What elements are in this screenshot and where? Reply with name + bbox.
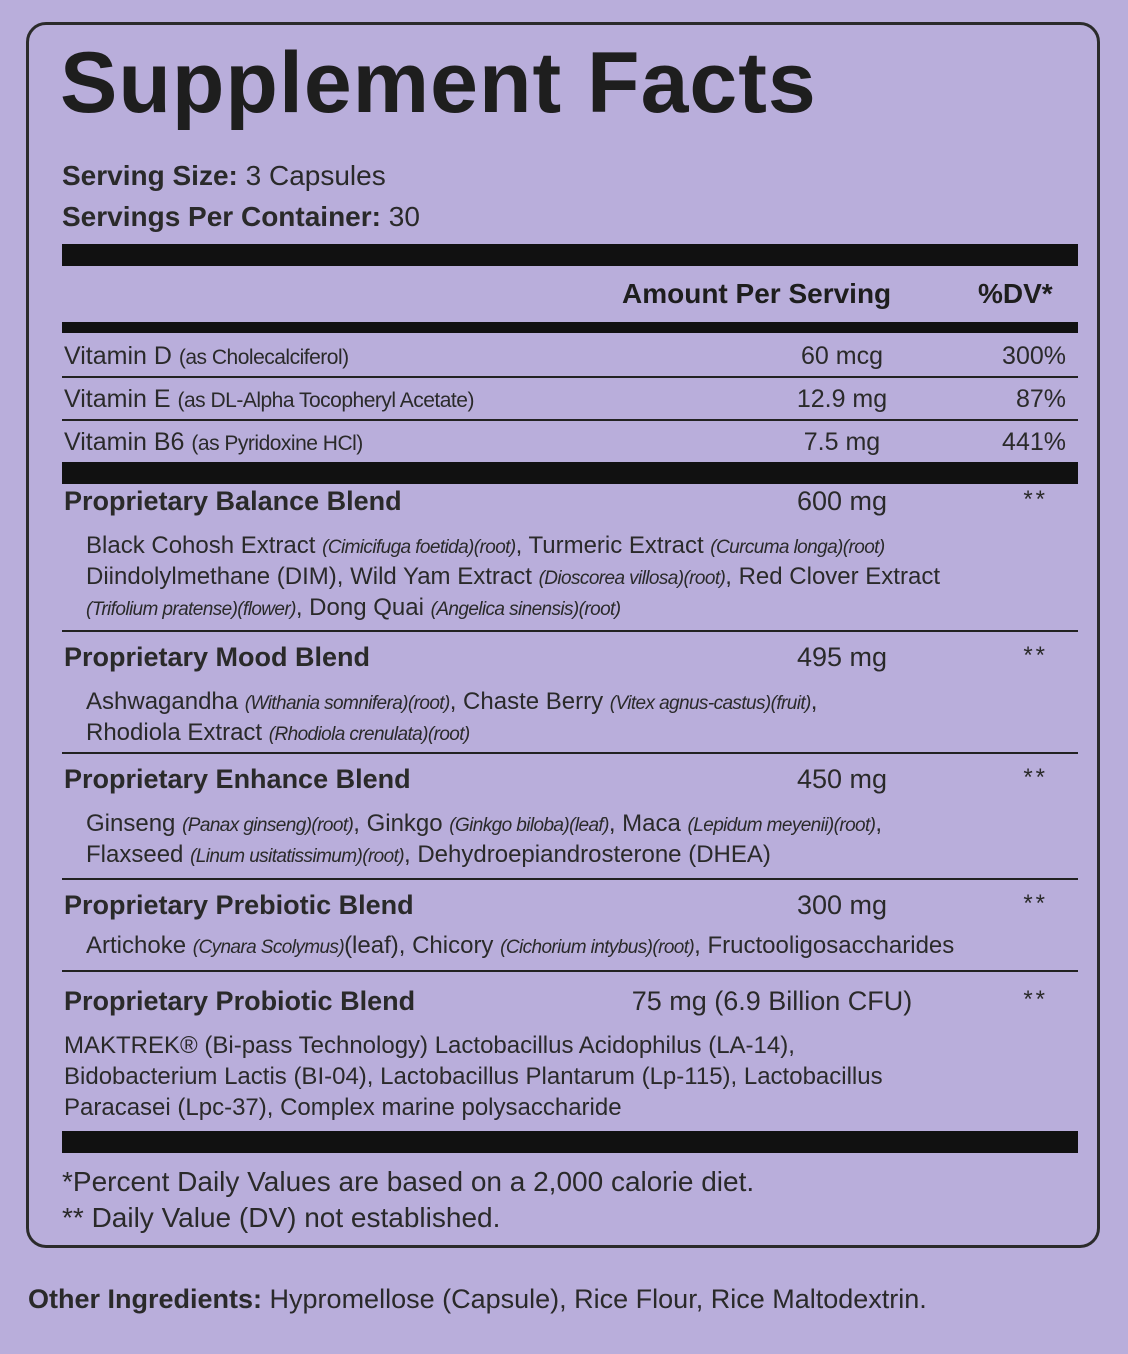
ingredient-source: (Vitex agnus-castus)(fruit) xyxy=(609,693,811,714)
vitamin-name xyxy=(64,385,474,414)
blend-name: Proprietary Mood Blend xyxy=(64,642,371,672)
blend-ingredients-line xyxy=(64,1061,883,1092)
ingredient-source: (Withania somnifera)(root) xyxy=(244,693,450,714)
vitamin-row xyxy=(62,336,1078,376)
blend-name: Proprietary Enhance Blend xyxy=(64,764,411,794)
ingredient-text: , Dehydroepiandrosterone (DHEA) xyxy=(404,841,771,868)
other-ingredients-label: Other Ingredients: xyxy=(28,1284,263,1314)
blend-dv: ** xyxy=(1023,764,1048,791)
ingredient-text: , xyxy=(810,688,818,715)
divider-thin xyxy=(62,419,1078,421)
vitamin-name xyxy=(64,428,363,457)
ingredient-text: , Ginkgo xyxy=(353,810,450,837)
ingredient-source: (Panax ginseng)(root) xyxy=(182,815,354,836)
vitamin-dv: 441% xyxy=(1002,428,1066,456)
blend-ingredients-line xyxy=(86,930,954,963)
ingredient-text: Rhodiola Extract xyxy=(86,719,269,746)
vitamin-name xyxy=(64,342,349,371)
ingredient-text: Bidobacterium Lactis (BI-04), Lactobacillus Plantarum (Lp-115), Lactobacillus xyxy=(64,1063,883,1090)
blend-name: Proprietary Probiotic Blend xyxy=(64,986,416,1016)
ingredient-source: (Ginkgo biloba)(leaf) xyxy=(449,815,609,836)
ingredient-source: (Cimicifuga foetida)(root) xyxy=(322,537,516,558)
ingredient-text: Paracasei (Lpc-37), Complex marine polysaccharide xyxy=(64,1094,622,1121)
ingredient-source: (Trifolium pratense)(flower) xyxy=(86,599,296,620)
ingredient-text: Ashwagandha xyxy=(86,688,245,715)
blend-ingredients-line xyxy=(86,592,620,625)
page-title: Supplement Facts xyxy=(60,35,817,131)
header-amount: Amount Per Serving xyxy=(622,278,892,309)
vitamin-label: Vitamin B6 xyxy=(64,428,185,456)
blend-amount: 600 mg xyxy=(796,486,888,516)
blend-dv: ** xyxy=(1023,890,1048,917)
other-ingredients-value: Hypromellose (Capsule), Rice Flour, Rice Maltodextrin. xyxy=(269,1284,927,1314)
blend-ingredients-line xyxy=(86,561,940,594)
ingredient-source: (Cynara Scolymus) xyxy=(192,937,345,958)
blend-amount: 300 mg xyxy=(796,890,888,920)
blend-ingredients-line xyxy=(86,808,882,841)
blend-amount: 495 mg xyxy=(796,642,888,672)
divider-thick xyxy=(62,1131,1078,1153)
servings-per-container-label: Servings Per Container: xyxy=(62,201,381,232)
ingredient-text: Artichoke xyxy=(86,932,193,959)
serving-size-value: 3 Capsules xyxy=(245,160,386,191)
divider-thin xyxy=(62,752,1078,754)
blend-ingredients-line xyxy=(86,530,885,563)
ingredient-text: MAKTREK® (Bi-pass Technology) Lactobacillus Acidophilus (LA-14), xyxy=(64,1032,795,1059)
blend-name: Proprietary Balance Blend xyxy=(64,486,402,516)
ingredient-text: Flaxseed xyxy=(86,841,191,868)
blend-dv: ** xyxy=(1023,986,1048,1013)
divider-thin xyxy=(62,878,1078,880)
blend-dv: ** xyxy=(1023,486,1048,513)
divider-medium xyxy=(62,322,1078,333)
vitamin-dv: 300% xyxy=(1002,342,1066,370)
header-dv: %DV* xyxy=(978,278,1053,309)
servings-per-container-value: 30 xyxy=(388,201,420,232)
vitamin-label: Vitamin D xyxy=(64,342,172,370)
ingredient-text: , Chaste Berry xyxy=(449,688,610,715)
ingredient-source: (Linum usitatissimum)(root) xyxy=(190,846,405,867)
blend-dv: ** xyxy=(1023,642,1048,669)
blend-ingredients-line xyxy=(86,686,817,719)
vitamin-row xyxy=(62,422,1078,462)
vitamin-dv: 87% xyxy=(1015,385,1066,413)
footnote-dv: *Percent Daily Values are based on a 2,000 calorie diet. xyxy=(62,1166,755,1197)
divider-thin xyxy=(62,376,1078,378)
ingredient-text: Diindolylmethane (DIM), Wild Yam Extract xyxy=(86,563,539,590)
ingredient-source: (Cichorium intybus)(root) xyxy=(500,937,695,958)
footnote-not-established: ** Daily Value (DV) not established. xyxy=(62,1202,501,1233)
divider-thin xyxy=(62,970,1078,972)
vitamin-amount: 7.5 mg xyxy=(803,428,881,456)
divider-thick xyxy=(62,244,1078,266)
blend-ingredients-line xyxy=(86,717,470,750)
ingredient-source: (Curcuma longa)(root) xyxy=(710,537,885,558)
blend-amount: 450 mg xyxy=(796,764,888,794)
ingredient-source: (Lepidum meyenii)(root) xyxy=(687,815,876,836)
blend-amount: 75 mg (6.9 Billion CFU) xyxy=(631,986,913,1016)
blend-ingredients-line xyxy=(64,1092,622,1123)
vitamin-source: (as Pyridoxine HCl) xyxy=(191,432,363,455)
vitamin-amount: 12.9 mg xyxy=(796,385,888,413)
vitamin-label: Vitamin E xyxy=(64,385,171,413)
ingredient-text: Ginseng xyxy=(86,810,183,837)
ingredient-source: (Dioscorea villosa)(root) xyxy=(538,568,726,589)
serving-size xyxy=(62,160,386,192)
blend-ingredients-line xyxy=(64,1030,795,1061)
vitamin-row xyxy=(62,379,1078,419)
vitamin-source: (as DL-Alpha Tocopheryl Acetate) xyxy=(177,389,474,412)
ingredient-text: , Maca xyxy=(608,810,688,837)
other-ingredients xyxy=(28,1284,927,1315)
ingredient-source: (Rhodiola crenulata)(root) xyxy=(268,724,470,745)
vitamin-source: (as Cholecalciferol) xyxy=(178,346,349,369)
vitamin-amount: 60 mcg xyxy=(801,342,883,370)
servings-per-container xyxy=(62,201,420,233)
ingredient-text: , Fructooligosaccharides xyxy=(694,932,955,959)
blend-ingredients-line xyxy=(86,839,771,872)
ingredient-text: , Dong Quai xyxy=(295,594,431,621)
serving-size-label: Serving Size: xyxy=(62,160,238,191)
ingredient-text: , Turmeric Extract xyxy=(515,532,711,559)
blend-name: Proprietary Prebiotic Blend xyxy=(64,890,414,920)
ingredient-text: , xyxy=(875,810,883,837)
ingredient-text: , Red Clover Extract xyxy=(725,563,940,590)
divider-thin xyxy=(62,630,1078,632)
ingredient-text: (leaf), Chicory xyxy=(344,932,501,959)
ingredient-source: (Angelica sinensis)(root) xyxy=(430,599,621,620)
divider-thick xyxy=(62,462,1078,484)
ingredient-text: Black Cohosh Extract xyxy=(86,532,323,559)
